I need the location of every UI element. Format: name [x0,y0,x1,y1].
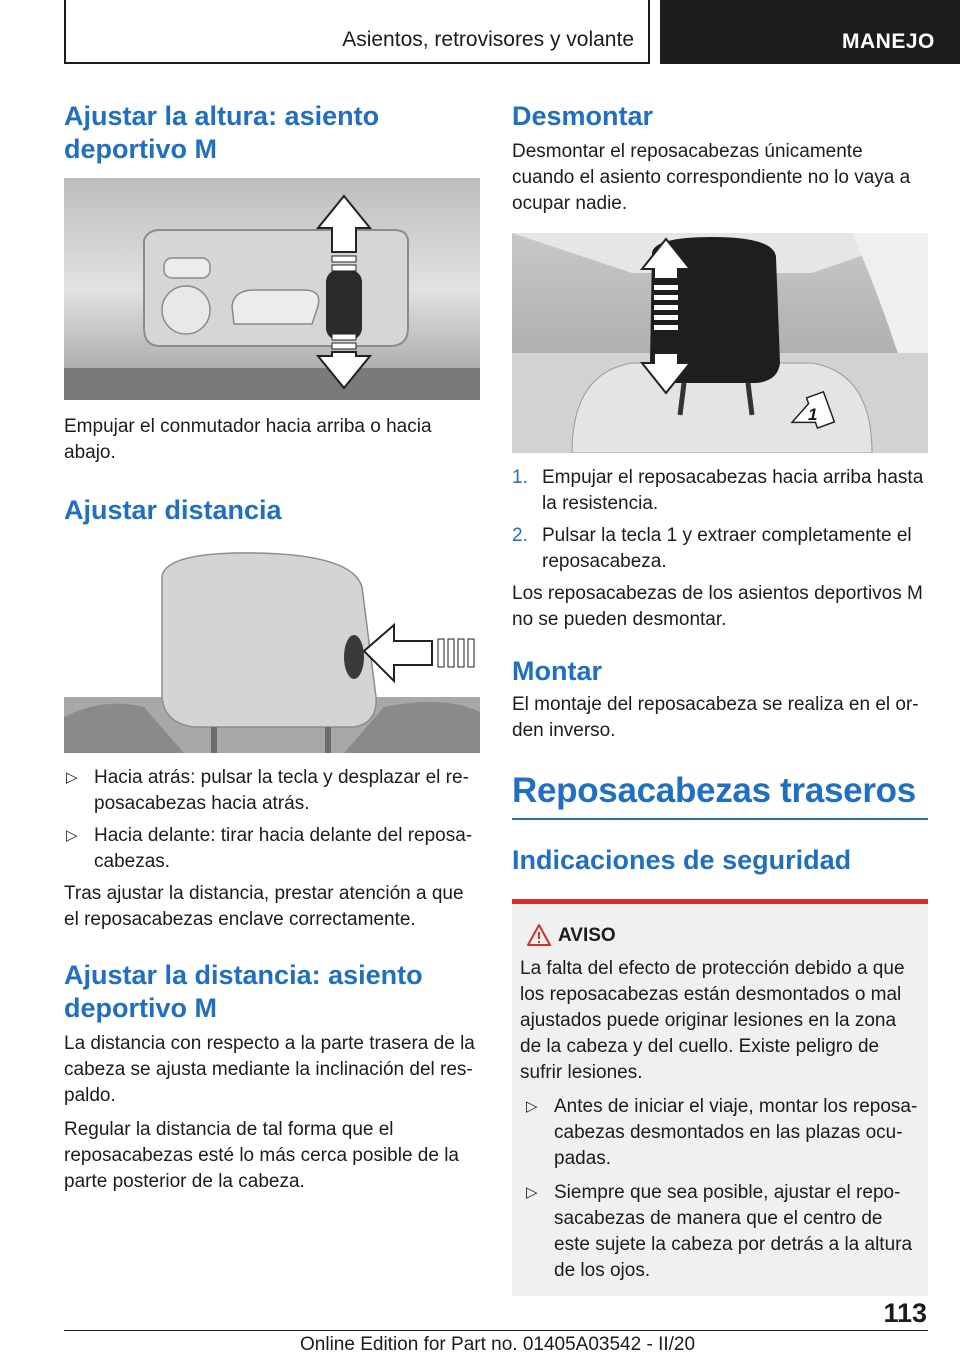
list-item: 2. Pulsar la tecla 1 y extraer completamente el reposacabeza. [512,525,912,572]
headrest-distance-illustration [64,547,480,753]
headrest-remove-image [512,233,928,453]
heading-height-sport: Ajustar la altura: asiento deportivo M [64,101,380,164]
warning-triangle-icon [526,923,552,947]
seat-switch-illustration [64,178,480,400]
text-sport-1: La distancia con respecto a la parte trasera de la cabeza se ajusta mediante la inclinación del respaldo. [64,1033,475,1106]
list-item: 1. Empujar el reposacabezas hacia arriba hasta la resistencia. [512,467,924,514]
warning-list [520,1094,920,1284]
footer-edition: Online Edition for Part no. 01405A03542 - II/20 [300,1334,696,1355]
warning-box [512,899,928,1296]
headrest-remove-illustration [512,233,928,453]
list-item: ▷ Hacia atrás: pulsar la tecla y desplazar el reposacabezas hacia atrás. [66,767,469,814]
header-section-title: Asientos, retrovisores y volante [342,28,634,51]
text-sport-note: Los reposacabezas de los asientos deportivos M no se pueden desmontar. [512,583,923,630]
list-item: ▷ Antes de iniciar el viaje, montar los reposacabezas desmontados en las plazas ocupadas. [526,1096,918,1169]
warning-text: La falta del efecto de protección debido a que los reposacabezas están desmontados o mal ajustados puede originar lesiones en la zona de la cabeza y del cuello. Existe peligro de sufrir lesiones. [520,958,905,1083]
page-number: 113 [883,1298,927,1328]
footer-rule [64,1330,928,1331]
text-sport-2: Regular la distancia de tal forma que el reposacabezas esté lo más cerca posible de la parte posterior de la cabeza. [64,1119,460,1192]
list-remove-steps [512,465,928,575]
triangle-bullet-icon: ▷ [66,769,78,786]
heading-remove: Desmontar [512,101,654,131]
triangle-bullet-icon: ▷ [526,1098,538,1115]
header-chapter-box [660,0,960,64]
text-push-switch: Empujar el conmutador hacia arriba o hacia abajo. [64,416,432,463]
heading-distance-sport: Ajustar la distancia: asiento deportivo M [64,960,423,1023]
warning-title: AVISO [520,922,920,950]
text-remove: Desmontar el reposacabezas únicamente cuando el asiento correspondiente no lo vaya a ocupar nadie. [512,141,911,214]
header-chapter-title: MANEJO [842,30,935,53]
text-after-adjust: Tras ajustar la distancia, prestar atención a que el reposacabezas enclave correctamente. [64,883,464,930]
heading-safety: Indicaciones de seguridad [512,845,852,875]
heading-mount: Montar [512,656,602,686]
right-column [512,100,928,1296]
triangle-bullet-icon: ▷ [526,1184,538,1201]
triangle-bullet-icon: ▷ [66,827,78,844]
left-column [64,100,480,1195]
text-mount: El montaje del reposacabeza se realiza en el orden inverso. [512,694,919,741]
header-section-box [64,0,650,64]
section-rule [512,818,928,820]
heading-distance: Ajustar distancia [64,495,282,525]
list-item: ▷ Hacia delante: tirar hacia delante del reposacabezas. [66,825,473,872]
list-item: ▷ Siempre que sea posible, ajustar el reposacabezas de manera que el centro de este sujete la cabeza por detrás a la altura de los ojos. [526,1182,913,1281]
heading-rear-headrests: Reposacabezas traseros [512,771,916,810]
image-callout-label: 1 [808,405,818,424]
seat-switch-image [64,178,480,400]
headrest-distance-image [64,547,480,753]
list-distance [64,765,480,875]
